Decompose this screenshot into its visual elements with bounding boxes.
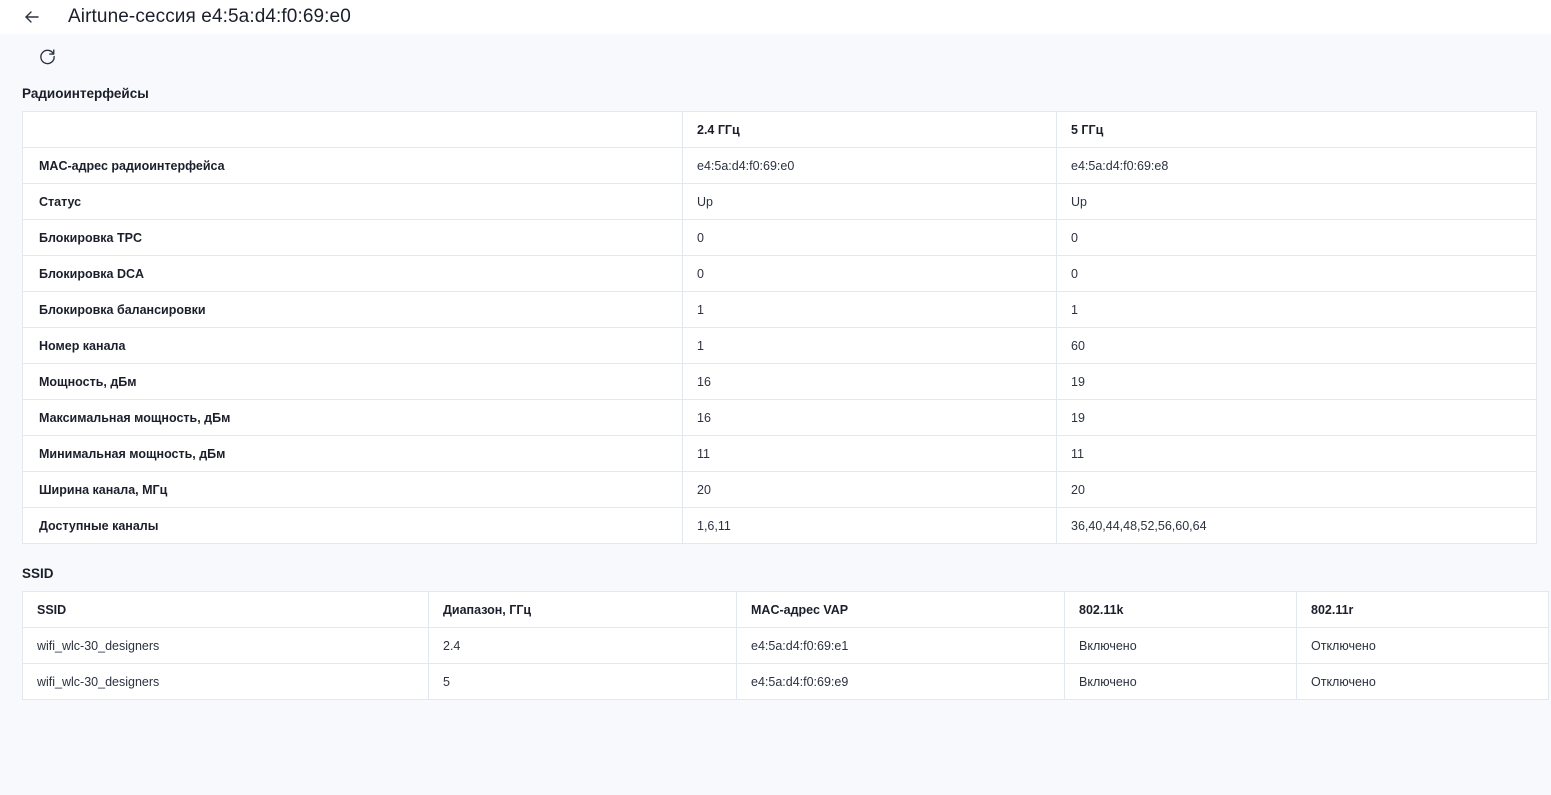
arrow-left-icon [22, 7, 42, 27]
content-area [0, 34, 1551, 795]
cell-vap-mac: e4:5a:d4:f0:69:e9 [737, 664, 1065, 700]
row-value-24: e4:5a:d4:f0:69:e0 [683, 148, 1057, 184]
table-row [23, 220, 1537, 256]
row-label: MAC-адрес радиоинтерфейса [23, 148, 683, 184]
row-value-5: 1 [1057, 292, 1537, 328]
row-value-5: 20 [1057, 472, 1537, 508]
ssid-col-vap-mac: MAC-адрес VAP [737, 592, 1065, 628]
row-value-5: 36,40,44,48,52,56,60,64 [1057, 508, 1537, 544]
row-label: Блокировка DCA [23, 256, 683, 292]
cell-vap-mac: e4:5a:d4:f0:69:e1 [737, 628, 1065, 664]
radio-section-title: Радиоинтерфейсы [22, 86, 149, 101]
table-header-row [23, 112, 1537, 148]
row-value-24: 11 [683, 436, 1057, 472]
row-value-24: Up [683, 184, 1057, 220]
ssid-col-80211k: 802.11k [1065, 592, 1297, 628]
row-label: Минимальная мощность, дБм [23, 436, 683, 472]
table-row [23, 436, 1537, 472]
row-label: Статус [23, 184, 683, 220]
table-row [23, 292, 1537, 328]
cell-80211r: Отключено [1297, 664, 1549, 700]
ssid-col-80211r: 802.11r [1297, 592, 1549, 628]
row-value-24: 0 [683, 256, 1057, 292]
cell-band: 5 [429, 664, 737, 700]
table-row [23, 664, 1549, 700]
table-row [23, 508, 1537, 544]
radio-interfaces-table [22, 111, 1537, 544]
toolbar [22, 34, 1529, 78]
row-value-24: 0 [683, 220, 1057, 256]
table-row [23, 364, 1537, 400]
table-row [23, 184, 1537, 220]
row-label: Доступные каналы [23, 508, 683, 544]
row-value-24: 1 [683, 292, 1057, 328]
table-row [23, 256, 1537, 292]
row-value-5: 0 [1057, 220, 1537, 256]
row-value-5: e4:5a:d4:f0:69:e8 [1057, 148, 1537, 184]
row-value-5: 19 [1057, 364, 1537, 400]
radio-col-24: 2.4 ГГц [683, 112, 1057, 148]
row-label: Максимальная мощность, дБм [23, 400, 683, 436]
row-value-5: Up [1057, 184, 1537, 220]
cell-80211r: Отключено [1297, 628, 1549, 664]
table-row [23, 400, 1537, 436]
cell-80211k: Включено [1065, 628, 1297, 664]
ssid-section-title: SSID [22, 566, 54, 581]
row-value-24: 20 [683, 472, 1057, 508]
row-value-5: 0 [1057, 256, 1537, 292]
table-header-row [23, 592, 1549, 628]
row-value-24: 1,6,11 [683, 508, 1057, 544]
ssid-table [22, 591, 1549, 700]
radio-col-5: 5 ГГц [1057, 112, 1537, 148]
cell-ssid: wifi_wlc-30_designers [23, 628, 429, 664]
cell-band: 2.4 [429, 628, 737, 664]
back-button[interactable] [18, 3, 46, 31]
row-value-5: 11 [1057, 436, 1537, 472]
row-label: Ширина канала, МГц [23, 472, 683, 508]
row-value-24: 1 [683, 328, 1057, 364]
table-row [23, 328, 1537, 364]
row-value-24: 16 [683, 400, 1057, 436]
page-title: Airtune-сессия e4:5a:d4:f0:69:e0 [68, 6, 351, 27]
table-row [23, 472, 1537, 508]
row-label: Блокировка TPC [23, 220, 683, 256]
ssid-col-band: Диапазон, ГГц [429, 592, 737, 628]
row-value-5: 60 [1057, 328, 1537, 364]
cell-80211k: Включено [1065, 664, 1297, 700]
row-value-5: 19 [1057, 400, 1537, 436]
row-label: Мощность, дБм [23, 364, 683, 400]
row-label: Блокировка балансировки [23, 292, 683, 328]
top-bar [0, 0, 1551, 34]
radio-col-label [23, 112, 683, 148]
ssid-col-ssid: SSID [23, 592, 429, 628]
refresh-button[interactable] [34, 43, 60, 69]
table-row [23, 628, 1549, 664]
cell-ssid: wifi_wlc-30_designers [23, 664, 429, 700]
refresh-icon [38, 47, 57, 66]
table-row [23, 148, 1537, 184]
row-value-24: 16 [683, 364, 1057, 400]
row-label: Номер канала [23, 328, 683, 364]
